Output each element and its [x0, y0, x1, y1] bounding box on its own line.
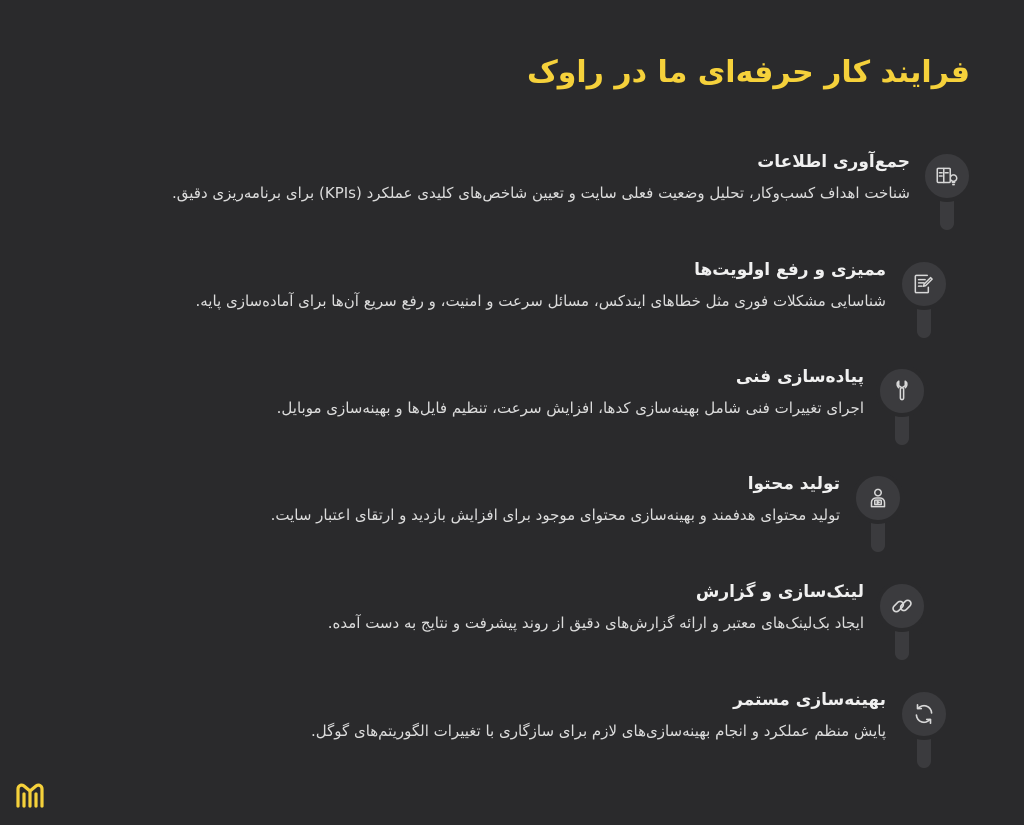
step-6-icon-column: [898, 688, 950, 778]
process-step-4: [0, 472, 1024, 582]
step-4-icon-column: [852, 472, 904, 562]
step-4-text: [271, 472, 840, 526]
step-2-icon-column: [898, 258, 950, 348]
step-4-description: تولید محتوای هدفمند و بهینه‌سازی محتوای موجود برای افزایش بازدید و ارتقای اعتبار سایت.: [270, 506, 840, 524]
step-5-text: [328, 580, 864, 634]
step-1-title: جمع‌آوری اطلاعات: [757, 152, 910, 172]
step-2-text: [195, 258, 886, 312]
step-1-text: [172, 150, 910, 204]
process-step-1: [0, 150, 1024, 260]
step-6-text: [311, 688, 886, 742]
link-icon: [876, 580, 928, 632]
process-step-2: [0, 258, 1024, 368]
process-step-6: [0, 688, 1024, 798]
process-step-3: [0, 365, 1024, 475]
process-step-5: [0, 580, 1024, 690]
step-3-description: اجرای تغییرات فنی شامل بهینه‌سازی کدها، افزایش سرعت، تنظیم فایل‌ها و بهینه‌سازی موبایل.: [276, 399, 864, 417]
step-5-icon-column: [876, 580, 928, 670]
step-1-icon-column: [921, 150, 973, 240]
step-6-description: پایش منظم عملکرد و انجام بهینه‌سازی‌های لازم برای سازگاری با تغییرات الگوریتم‌های گوگل.: [311, 722, 886, 740]
book-lightbulb-icon: [921, 150, 973, 202]
content-creator-icon: [852, 472, 904, 524]
step-6-title: بهینه‌سازی مستمر: [733, 690, 886, 710]
step-2-description: شناسایی مشکلات فوری مثل خطاهای ایندکس، مسائل سرعت و امنیت، و رفع سریع آن‌ها برای آماده‌سازی پایه.: [195, 292, 886, 310]
step-3-title: پیاده‌سازی فنی: [735, 367, 864, 387]
step-3-icon-column: [876, 365, 928, 455]
step-5-title: لینک‌سازی و گزارش: [695, 582, 864, 602]
page-title: فرایند کار حرفه‌ای ما در راوک: [527, 55, 970, 90]
wrench-icon: [876, 365, 928, 417]
step-3-text: [277, 365, 864, 419]
checklist-pen-icon: [898, 258, 950, 310]
step-4-title: تولید محتوا: [747, 474, 840, 494]
step-2-title: ممیزی و رفع اولویت‌ها: [694, 260, 886, 280]
step-5-description: ایجاد بک‌لینک‌های معتبر و ارائه گزارش‌های دقیق از روند پیشرفت و نتایج به دست آمده.: [327, 614, 864, 632]
refresh-icon: [898, 688, 950, 740]
rawok-logo-icon: [14, 780, 46, 812]
step-1-description: شناخت اهداف کسب‌وکار، تحلیل وضعیت فعلی سایت و تعیین شاخص‌های کلیدی عملکرد (KPIs) برای برنامه‌ریزی دقیق.: [171, 184, 910, 202]
